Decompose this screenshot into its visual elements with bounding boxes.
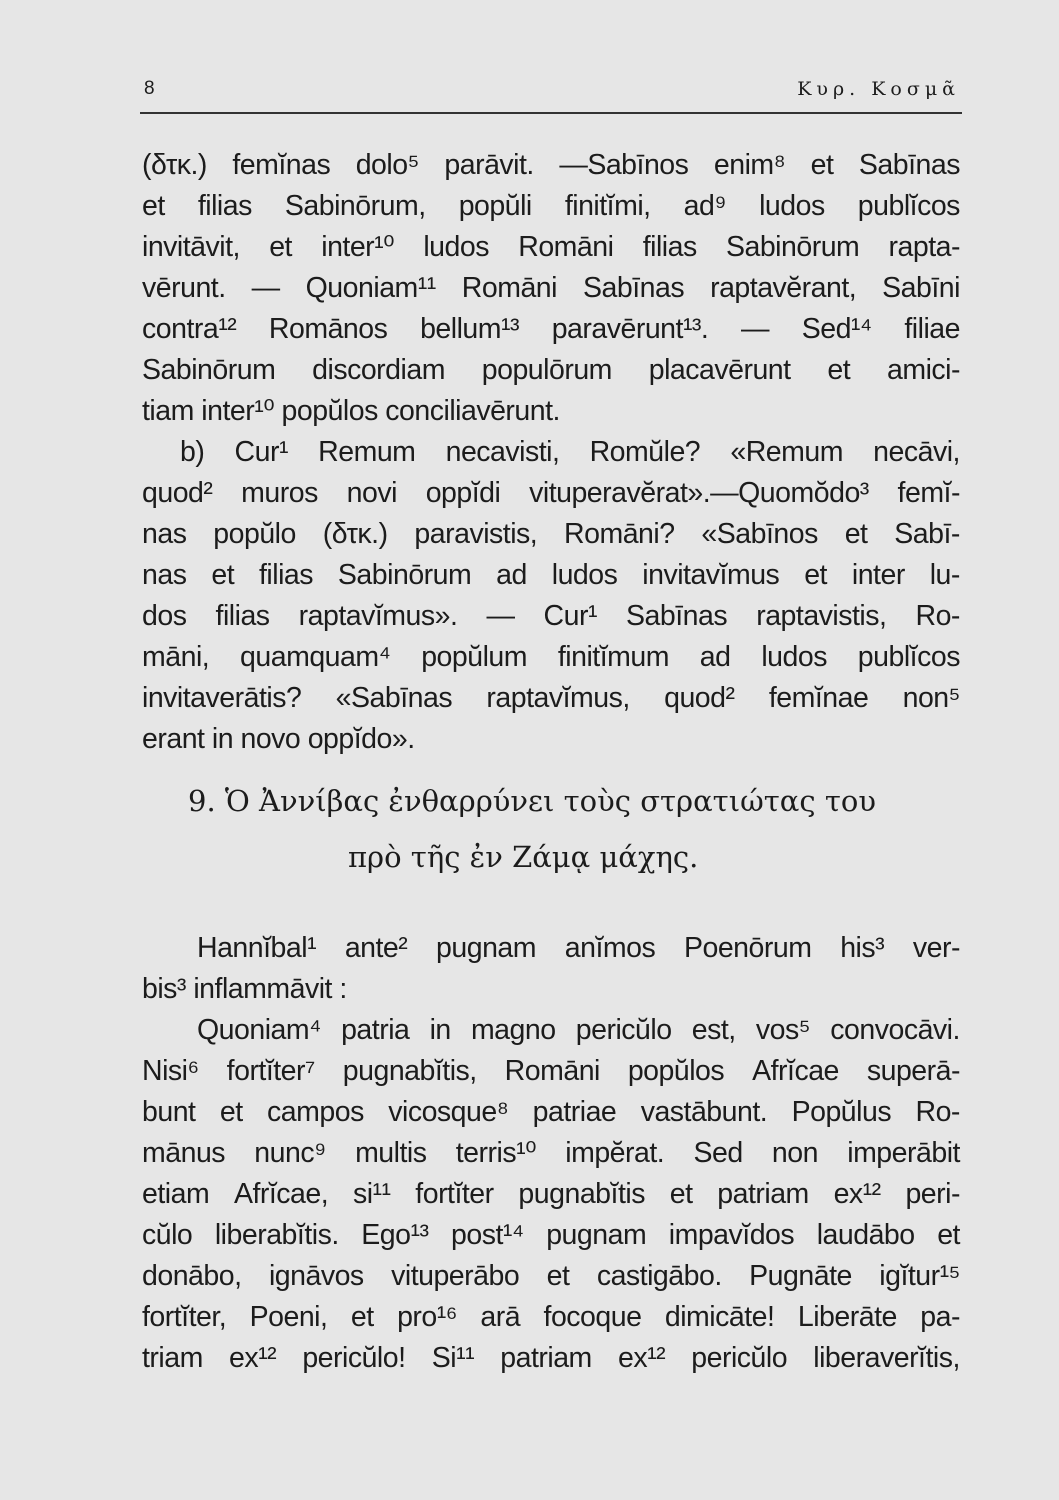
word: Cur¹ [543, 600, 597, 632]
word: contra¹² [142, 313, 237, 345]
word: pericŭlo [575, 1014, 672, 1046]
word: post¹⁴ [451, 1219, 524, 1251]
text-line [142, 1340, 960, 1376]
word: raptavĭmus, [486, 682, 630, 714]
word: Sabinōrum [337, 559, 472, 591]
word: enim⁸ [713, 149, 786, 181]
word: Afrĭcae [752, 1055, 839, 1087]
word: inter¹⁰ [321, 231, 395, 263]
word: et [211, 559, 235, 591]
text-line [142, 1135, 960, 1171]
word: pugnam [546, 1219, 647, 1251]
word: multis [355, 1137, 427, 1169]
word: femĭnas [232, 149, 331, 181]
word: vastābunt. [640, 1096, 768, 1128]
word: quamquam⁴ [240, 641, 391, 673]
word: amici- [886, 354, 960, 386]
word: Sabinōrum [142, 354, 276, 386]
word: māni, [142, 641, 210, 673]
word: dolo⁵ [355, 149, 419, 181]
word: Romānos [268, 313, 388, 345]
word: pro¹⁶ [397, 1301, 457, 1333]
word: Sed [693, 1137, 743, 1169]
word: (δτκ.) [322, 518, 388, 550]
word: popŭlos [627, 1055, 725, 1087]
word: ludos [759, 190, 825, 222]
word: imperābit [847, 1137, 960, 1169]
word: bellum¹³ [420, 313, 519, 345]
text-line [180, 434, 960, 470]
word: Sabīnas [582, 272, 685, 304]
word: fortĭter⁷ [226, 1055, 315, 1087]
word: Romāni [461, 272, 557, 304]
word: quod² [142, 477, 213, 509]
word: discordiam [312, 354, 445, 386]
text-line [142, 680, 960, 716]
word: paravistis, [414, 518, 538, 550]
word: Ro- [915, 1096, 960, 1128]
word: vos⁵ [755, 1014, 811, 1046]
text-line [142, 270, 960, 306]
word: et [546, 1260, 570, 1292]
word: (δτκ.) [142, 149, 207, 181]
text-line [142, 229, 960, 265]
word: laudābo [816, 1219, 915, 1251]
text-line [197, 930, 960, 966]
text-line [142, 1258, 960, 1294]
word: et [269, 231, 292, 263]
word: patriam [717, 1178, 809, 1210]
word: magno [470, 1014, 556, 1046]
word: patriam [500, 1342, 592, 1374]
word: inter [851, 559, 905, 591]
word: Sabinōrum, [284, 190, 426, 222]
section-heading: 9. Ὁ Ἀννίβας ἐνθαρρύνει τοὺς στρατιώτας του [188, 784, 876, 818]
word: filias [259, 559, 314, 591]
word: nas [142, 518, 187, 550]
text-line [142, 475, 960, 511]
text-line [142, 1176, 960, 1212]
word: his³ [840, 932, 885, 964]
word: fortĭter, [142, 1301, 227, 1333]
word: Popŭlus [791, 1096, 892, 1128]
word: oppĭdi [425, 477, 501, 509]
word: — [741, 313, 770, 345]
text-line [142, 557, 960, 593]
word: si¹¹ [352, 1178, 391, 1210]
word: rapta- [888, 231, 960, 263]
word: et [810, 149, 834, 181]
word: filias [642, 231, 697, 263]
word: nas [142, 559, 187, 591]
word: liberabĭtis. [214, 1219, 339, 1251]
word: novi [346, 477, 397, 509]
word: non [771, 1137, 818, 1169]
word: dimicāte! [664, 1301, 775, 1333]
word: muros [241, 477, 318, 509]
word: superā- [866, 1055, 960, 1087]
page-number: 8 [144, 78, 155, 99]
word: Sed¹⁴ [801, 313, 872, 345]
word: necavisti, [445, 436, 560, 468]
word: finitĭmi, [564, 190, 651, 222]
word: Romāni? [564, 518, 675, 550]
word: ludos [551, 559, 618, 591]
word: donābo, [142, 1260, 242, 1292]
text-line [142, 598, 960, 634]
word: ludos [761, 641, 827, 673]
word: etiam [142, 1178, 210, 1210]
word: popŭlum [421, 641, 528, 673]
word: focoque [543, 1301, 642, 1333]
text-line [142, 639, 960, 675]
text-line [142, 352, 960, 388]
word: ex¹² [617, 1342, 666, 1374]
text-line [142, 1094, 960, 1130]
word: liberaverĭtis, [813, 1342, 960, 1374]
word: filias [197, 190, 252, 222]
word: populōrum [481, 354, 612, 386]
word: patria [341, 1014, 410, 1046]
word: Ego¹³ [361, 1219, 429, 1251]
word: patriae [532, 1096, 617, 1128]
text-line: tiam inter¹⁰ popŭlos conciliavērunt. [142, 395, 560, 427]
word: publĭcos [857, 641, 960, 673]
word: femĭ- [897, 477, 960, 509]
text-line [142, 1299, 960, 1335]
word: dos [142, 600, 187, 632]
word: —Sabīnos [559, 149, 689, 181]
word: ludos [423, 231, 489, 263]
word: Romŭle? [589, 436, 701, 468]
word: peri- [905, 1178, 960, 1210]
word: nunc⁹ [254, 1137, 326, 1169]
word: pericŭlo [691, 1342, 788, 1374]
word: «Sabīnos [701, 518, 818, 550]
word: Remum [318, 436, 416, 468]
word: pugnabĭtis [518, 1178, 645, 1210]
word: — [486, 600, 515, 632]
word: non⁵ [902, 682, 960, 714]
word: invitavĭmus [642, 559, 780, 591]
word: anĭmos [564, 932, 656, 964]
word: filias [215, 600, 270, 632]
word: raptavĭmus». [298, 600, 458, 632]
text-line: bis³ inflammāvit : [142, 973, 347, 1005]
word: Sabīni [882, 272, 960, 304]
word: Si¹¹ [431, 1342, 475, 1374]
word: ad [699, 641, 731, 673]
text-line: erant in novo oppĭdo». [142, 723, 415, 755]
text-line [142, 188, 960, 224]
word: campos [267, 1096, 364, 1128]
word: arā [480, 1301, 521, 1333]
word: impavĭdos [668, 1219, 795, 1251]
word: publĭcos [857, 190, 960, 222]
word: pugnabĭtis, [342, 1055, 477, 1087]
text-line [142, 516, 960, 552]
word: et [937, 1219, 960, 1251]
word: Ro- [915, 600, 960, 632]
word: filiae [904, 313, 960, 345]
word: popŭli [458, 190, 532, 222]
word: Sabīnas [626, 600, 728, 632]
word: Hannĭbal¹ [197, 932, 317, 964]
word: — [251, 272, 280, 304]
word: Afrĭcae, [233, 1178, 329, 1210]
word: igĭtur¹⁵ [879, 1260, 960, 1292]
word: Liberāte [797, 1301, 897, 1333]
word: Poeni, [249, 1301, 328, 1333]
word: bunt [142, 1096, 196, 1128]
word: ad [496, 559, 527, 591]
word: Quoniam¹¹ [305, 272, 436, 304]
text-line [197, 1012, 960, 1048]
text-line [142, 1217, 960, 1253]
word: convocāvi. [830, 1014, 960, 1046]
word: popŭlo [213, 518, 296, 550]
section-heading-continued: πρὸ τῆς ἐν Ζάμᾳ μάχης. [348, 840, 699, 874]
word: vērunt. [142, 272, 226, 304]
word: in [429, 1014, 451, 1046]
word: ver- [912, 932, 960, 964]
word: ex¹² [229, 1342, 277, 1374]
text-line [142, 147, 960, 183]
page-header [140, 78, 962, 114]
word: ignāvos [268, 1260, 364, 1292]
word: necāvi, [873, 436, 960, 468]
text-line [142, 311, 960, 347]
word: ex¹² [833, 1178, 881, 1210]
word: Pugnāte [749, 1260, 852, 1292]
word: Quoniam⁴ [197, 1014, 321, 1046]
word: femĭnae [768, 682, 869, 714]
word: quod² [664, 682, 735, 714]
word: et [804, 559, 827, 591]
running-head: Κυρ. Κοσμᾶ [797, 78, 960, 100]
word: vituperavĕrat».—Quomŏdo³ [529, 477, 869, 509]
word: Sabīnas [858, 149, 960, 181]
word: fortĭter [415, 1178, 494, 1210]
word: est, [691, 1014, 736, 1046]
word: et [142, 190, 165, 222]
word: lu- [929, 559, 960, 591]
word: vicosque⁸ [388, 1096, 509, 1128]
word: finitĭmum [557, 641, 669, 673]
word: Cur¹ [234, 436, 288, 468]
word: Romāni [518, 231, 614, 263]
word: et [669, 1178, 693, 1210]
word: Nisi⁶ [142, 1055, 199, 1087]
word: invitāvit, [142, 231, 240, 263]
text-line [142, 1053, 960, 1089]
word: parāvit. [444, 149, 534, 181]
word: pugnam [436, 932, 537, 964]
word: ad⁹ [683, 190, 727, 222]
word: Poenōrum [683, 932, 812, 964]
word: mānus [142, 1137, 226, 1169]
word: Sabī- [894, 518, 960, 550]
word: ante² [344, 932, 408, 964]
word: Romāni [504, 1055, 600, 1087]
word: b) [180, 436, 205, 468]
word: castigābo. [596, 1260, 722, 1292]
word: pericŭlo! [302, 1342, 406, 1374]
word: paravērunt¹³. [551, 313, 709, 345]
word: et [827, 354, 851, 386]
word: terris¹⁰ [455, 1137, 536, 1169]
word: «Sabīnas [335, 682, 453, 714]
word: cŭlo [142, 1219, 193, 1251]
word: «Remum [730, 436, 843, 468]
word: raptavĕrant, [710, 272, 857, 304]
word: et [350, 1301, 374, 1333]
word: raptavistis, [756, 600, 887, 632]
word: et [844, 518, 868, 550]
word: impĕrat. [565, 1137, 665, 1169]
word: invitaverātis? [142, 682, 302, 714]
word: placavērunt [648, 354, 791, 386]
word: et [219, 1096, 243, 1128]
word: Sabinōrum [725, 231, 860, 263]
word: triam [142, 1342, 203, 1374]
word: vituperābo [391, 1260, 520, 1292]
word: pa- [920, 1301, 960, 1333]
